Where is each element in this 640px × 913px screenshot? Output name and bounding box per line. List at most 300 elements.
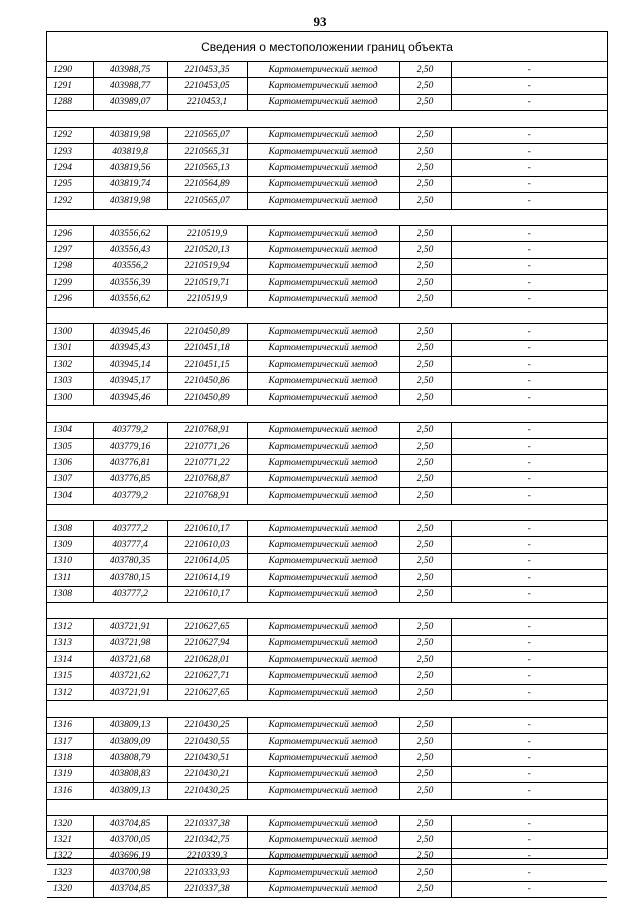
accuracy-cell: 2,50 xyxy=(399,734,451,750)
method-cell: Картометрический метод xyxy=(247,225,399,241)
table-row xyxy=(47,717,607,733)
accuracy-cell: 2,50 xyxy=(399,586,451,602)
accuracy-cell: 2,50 xyxy=(399,160,451,176)
group-separator-row xyxy=(47,504,607,520)
x-coordinate-cell: 403704,85 xyxy=(93,815,167,831)
point-number-cell: 1316 xyxy=(47,717,93,733)
table-row xyxy=(47,652,607,668)
y-coordinate-cell: 2210430,25 xyxy=(167,717,247,733)
method-cell: Картометрический метод xyxy=(247,783,399,799)
note-cell: - xyxy=(451,520,607,536)
point-number-cell: 1300 xyxy=(47,324,93,340)
note-cell: - xyxy=(451,586,607,602)
y-coordinate-cell: 2210450,89 xyxy=(167,324,247,340)
table-row xyxy=(47,225,607,241)
x-coordinate-cell: 403988,75 xyxy=(93,62,167,78)
note-cell: - xyxy=(451,783,607,799)
point-number-cell: 1310 xyxy=(47,553,93,569)
note-cell: - xyxy=(451,389,607,405)
point-number-cell: 1292 xyxy=(47,127,93,143)
note-cell: - xyxy=(451,832,607,848)
point-number-cell: 1291 xyxy=(47,78,93,94)
accuracy-cell: 2,50 xyxy=(399,242,451,258)
table-row xyxy=(47,160,607,176)
table-row xyxy=(47,570,607,586)
boundary-table-frame xyxy=(46,31,608,895)
y-coordinate-cell: 2210450,89 xyxy=(167,389,247,405)
y-coordinate-cell: 2210614,05 xyxy=(167,553,247,569)
method-cell: Картометрический метод xyxy=(247,652,399,668)
y-coordinate-cell: 2210519,94 xyxy=(167,258,247,274)
note-cell: - xyxy=(451,176,607,192)
note-cell: - xyxy=(451,160,607,176)
note-cell: - xyxy=(451,242,607,258)
method-cell: Картометрический метод xyxy=(247,258,399,274)
accuracy-cell: 2,50 xyxy=(399,455,451,471)
method-cell: Картометрический метод xyxy=(247,766,399,782)
accuracy-cell: 2,50 xyxy=(399,783,451,799)
note-cell: - xyxy=(451,865,607,881)
method-cell: Картометрический метод xyxy=(247,832,399,848)
accuracy-cell: 2,50 xyxy=(399,652,451,668)
accuracy-cell: 2,50 xyxy=(399,520,451,536)
accuracy-cell: 2,50 xyxy=(399,94,451,110)
x-coordinate-cell: 403809,09 xyxy=(93,734,167,750)
y-coordinate-cell: 2210768,91 xyxy=(167,422,247,438)
note-cell: - xyxy=(451,422,607,438)
table-row xyxy=(47,357,607,373)
point-number-cell: 1296 xyxy=(47,291,93,307)
y-coordinate-cell: 2210520,13 xyxy=(167,242,247,258)
y-coordinate-cell: 2210519,9 xyxy=(167,291,247,307)
table-row xyxy=(47,258,607,274)
method-cell: Картометрический метод xyxy=(247,62,399,78)
method-cell: Картометрический метод xyxy=(247,881,399,897)
x-coordinate-cell: 403777,4 xyxy=(93,537,167,553)
table-row xyxy=(47,389,607,405)
point-number-cell: 1297 xyxy=(47,242,93,258)
method-cell: Картометрический метод xyxy=(247,176,399,192)
x-coordinate-cell: 403808,83 xyxy=(93,766,167,782)
method-cell: Картометрический метод xyxy=(247,127,399,143)
method-cell: Картометрический метод xyxy=(247,734,399,750)
note-cell: - xyxy=(451,537,607,553)
group-separator-row xyxy=(47,799,607,815)
table-row xyxy=(47,324,607,340)
y-coordinate-cell: 2210614,19 xyxy=(167,570,247,586)
point-number-cell: 1293 xyxy=(47,143,93,159)
x-coordinate-cell: 403556,2 xyxy=(93,258,167,274)
point-number-cell: 1299 xyxy=(47,275,93,291)
accuracy-cell: 2,50 xyxy=(399,143,451,159)
x-coordinate-cell: 403819,8 xyxy=(93,143,167,159)
y-coordinate-cell: 2210610,17 xyxy=(167,520,247,536)
x-coordinate-cell: 403721,91 xyxy=(93,619,167,635)
y-coordinate-cell: 2210564,89 xyxy=(167,176,247,192)
table-row xyxy=(47,766,607,782)
accuracy-cell: 2,50 xyxy=(399,291,451,307)
note-cell: - xyxy=(451,668,607,684)
x-coordinate-cell: 403721,91 xyxy=(93,684,167,700)
x-coordinate-cell: 403776,81 xyxy=(93,455,167,471)
note-cell: - xyxy=(451,619,607,635)
group-separator-cell xyxy=(47,209,607,225)
x-coordinate-cell: 403819,98 xyxy=(93,127,167,143)
point-number-cell: 1315 xyxy=(47,668,93,684)
table-row xyxy=(47,94,607,110)
table-row xyxy=(47,783,607,799)
x-coordinate-cell: 403988,77 xyxy=(93,78,167,94)
method-cell: Картометрический метод xyxy=(247,389,399,405)
x-coordinate-cell: 403779,2 xyxy=(93,488,167,504)
x-coordinate-cell: 403945,43 xyxy=(93,340,167,356)
x-coordinate-cell: 403945,17 xyxy=(93,373,167,389)
x-coordinate-cell: 403776,85 xyxy=(93,471,167,487)
table-row xyxy=(47,127,607,143)
y-coordinate-cell: 2210339,3 xyxy=(167,848,247,864)
accuracy-cell: 2,50 xyxy=(399,340,451,356)
point-number-cell: 1318 xyxy=(47,750,93,766)
point-number-cell: 1295 xyxy=(47,176,93,192)
x-coordinate-cell: 403721,98 xyxy=(93,635,167,651)
accuracy-cell: 2,50 xyxy=(399,389,451,405)
accuracy-cell: 2,50 xyxy=(399,619,451,635)
x-coordinate-cell: 403721,68 xyxy=(93,652,167,668)
y-coordinate-cell: 2210453,1 xyxy=(167,94,247,110)
y-coordinate-cell: 2210430,21 xyxy=(167,766,247,782)
table-row xyxy=(47,881,607,897)
y-coordinate-cell: 2210430,25 xyxy=(167,783,247,799)
table-row xyxy=(47,750,607,766)
note-cell: - xyxy=(451,455,607,471)
table-row xyxy=(47,865,607,881)
method-cell: Картометрический метод xyxy=(247,570,399,586)
table-row xyxy=(47,438,607,454)
y-coordinate-cell: 2210768,91 xyxy=(167,488,247,504)
method-cell: Картометрический метод xyxy=(247,537,399,553)
table-row xyxy=(47,520,607,536)
accuracy-cell: 2,50 xyxy=(399,537,451,553)
accuracy-cell: 2,50 xyxy=(399,553,451,569)
x-coordinate-cell: 403780,15 xyxy=(93,570,167,586)
method-cell: Картометрический метод xyxy=(247,471,399,487)
accuracy-cell: 2,50 xyxy=(399,635,451,651)
accuracy-cell: 2,50 xyxy=(399,750,451,766)
y-coordinate-cell: 2210333,93 xyxy=(167,865,247,881)
method-cell: Картометрический метод xyxy=(247,357,399,373)
y-coordinate-cell: 2210771,22 xyxy=(167,455,247,471)
table-row xyxy=(47,832,607,848)
note-cell: - xyxy=(451,438,607,454)
point-number-cell: 1296 xyxy=(47,225,93,241)
method-cell: Картометрический метод xyxy=(247,78,399,94)
accuracy-cell: 2,50 xyxy=(399,78,451,94)
table-row xyxy=(47,422,607,438)
point-number-cell: 1290 xyxy=(47,62,93,78)
note-cell: - xyxy=(451,258,607,274)
x-coordinate-cell: 403819,98 xyxy=(93,193,167,209)
group-separator-cell xyxy=(47,406,607,422)
method-cell: Картометрический метод xyxy=(247,553,399,569)
accuracy-cell: 2,50 xyxy=(399,488,451,504)
accuracy-cell: 2,50 xyxy=(399,225,451,241)
table-row xyxy=(47,143,607,159)
accuracy-cell: 2,50 xyxy=(399,176,451,192)
y-coordinate-cell: 2210519,71 xyxy=(167,275,247,291)
table-row xyxy=(47,455,607,471)
method-cell: Картометрический метод xyxy=(247,815,399,831)
method-cell: Картометрический метод xyxy=(247,619,399,635)
y-coordinate-cell: 2210565,07 xyxy=(167,127,247,143)
x-coordinate-cell: 403556,39 xyxy=(93,275,167,291)
accuracy-cell: 2,50 xyxy=(399,357,451,373)
y-coordinate-cell: 2210627,71 xyxy=(167,668,247,684)
accuracy-cell: 2,50 xyxy=(399,865,451,881)
note-cell: - xyxy=(451,766,607,782)
note-cell: - xyxy=(451,815,607,831)
point-number-cell: 1320 xyxy=(47,881,93,897)
coordinates-table xyxy=(47,62,607,913)
note-cell: - xyxy=(451,291,607,307)
table-row xyxy=(47,619,607,635)
table-row xyxy=(47,848,607,864)
note-cell: - xyxy=(451,357,607,373)
method-cell: Картометрический метод xyxy=(247,373,399,389)
table-row xyxy=(47,553,607,569)
point-number-cell: 1308 xyxy=(47,586,93,602)
y-coordinate-cell: 2210610,03 xyxy=(167,537,247,553)
trailing-empty-row xyxy=(47,897,607,913)
method-cell: Картометрический метод xyxy=(247,455,399,471)
x-coordinate-cell: 403819,56 xyxy=(93,160,167,176)
group-separator-cell xyxy=(47,504,607,520)
note-cell: - xyxy=(451,225,607,241)
x-coordinate-cell: 403777,2 xyxy=(93,586,167,602)
table-row xyxy=(47,193,607,209)
accuracy-cell: 2,50 xyxy=(399,127,451,143)
method-cell: Картометрический метод xyxy=(247,160,399,176)
point-number-cell: 1306 xyxy=(47,455,93,471)
y-coordinate-cell: 2210610,17 xyxy=(167,586,247,602)
accuracy-cell: 2,50 xyxy=(399,766,451,782)
y-coordinate-cell: 2210337,38 xyxy=(167,881,247,897)
accuracy-cell: 2,50 xyxy=(399,881,451,897)
table-row xyxy=(47,734,607,750)
y-coordinate-cell: 2210453,35 xyxy=(167,62,247,78)
y-coordinate-cell: 2210768,87 xyxy=(167,471,247,487)
accuracy-cell: 2,50 xyxy=(399,471,451,487)
note-cell: - xyxy=(451,750,607,766)
accuracy-cell: 2,50 xyxy=(399,668,451,684)
method-cell: Картометрический метод xyxy=(247,291,399,307)
point-number-cell: 1309 xyxy=(47,537,93,553)
method-cell: Картометрический метод xyxy=(247,242,399,258)
table-row xyxy=(47,488,607,504)
group-separator-row xyxy=(47,111,607,127)
y-coordinate-cell: 2210628,01 xyxy=(167,652,247,668)
x-coordinate-cell: 403780,35 xyxy=(93,553,167,569)
page-number: 93 xyxy=(313,14,327,29)
method-cell: Картометрический метод xyxy=(247,668,399,684)
method-cell: Картометрический метод xyxy=(247,684,399,700)
note-cell: - xyxy=(451,193,607,209)
method-cell: Картометрический метод xyxy=(247,438,399,454)
method-cell: Картометрический метод xyxy=(247,422,399,438)
point-number-cell: 1305 xyxy=(47,438,93,454)
group-separator-row xyxy=(47,701,607,717)
note-cell: - xyxy=(451,553,607,569)
table-row xyxy=(47,291,607,307)
x-coordinate-cell: 403945,46 xyxy=(93,324,167,340)
group-separator-row xyxy=(47,602,607,618)
method-cell: Картометрический метод xyxy=(247,865,399,881)
group-separator-cell xyxy=(47,111,607,127)
x-coordinate-cell: 403779,16 xyxy=(93,438,167,454)
accuracy-cell: 2,50 xyxy=(399,438,451,454)
table-row xyxy=(47,635,607,651)
point-number-cell: 1294 xyxy=(47,160,93,176)
y-coordinate-cell: 2210519,9 xyxy=(167,225,247,241)
y-coordinate-cell: 2210565,13 xyxy=(167,160,247,176)
method-cell: Картометрический метод xyxy=(247,586,399,602)
point-number-cell: 1288 xyxy=(47,94,93,110)
group-separator-row xyxy=(47,209,607,225)
y-coordinate-cell: 2210337,38 xyxy=(167,815,247,831)
note-cell: - xyxy=(451,488,607,504)
table-row xyxy=(47,668,607,684)
x-coordinate-cell: 403809,13 xyxy=(93,717,167,733)
table-row xyxy=(47,586,607,602)
x-coordinate-cell: 403704,85 xyxy=(93,881,167,897)
table-row xyxy=(47,537,607,553)
note-cell: - xyxy=(451,94,607,110)
group-separator-row xyxy=(47,307,607,323)
table-row xyxy=(47,242,607,258)
note-cell: - xyxy=(451,78,607,94)
note-cell: - xyxy=(451,570,607,586)
point-number-cell: 1292 xyxy=(47,193,93,209)
y-coordinate-cell: 2210430,55 xyxy=(167,734,247,750)
x-coordinate-cell: 403819,74 xyxy=(93,176,167,192)
accuracy-cell: 2,50 xyxy=(399,324,451,340)
x-coordinate-cell: 403556,43 xyxy=(93,242,167,258)
method-cell: Картометрический метод xyxy=(247,488,399,504)
note-cell: - xyxy=(451,62,607,78)
accuracy-cell: 2,50 xyxy=(399,62,451,78)
trailing-empty-cell xyxy=(47,897,607,913)
note-cell: - xyxy=(451,717,607,733)
y-coordinate-cell: 2210342,75 xyxy=(167,832,247,848)
accuracy-cell: 2,50 xyxy=(399,815,451,831)
point-number-cell: 1312 xyxy=(47,619,93,635)
note-cell: - xyxy=(451,684,607,700)
accuracy-cell: 2,50 xyxy=(399,848,451,864)
y-coordinate-cell: 2210453,05 xyxy=(167,78,247,94)
table-header-title: Сведения о местоположении границ объекта xyxy=(47,32,607,62)
method-cell: Картометрический метод xyxy=(247,275,399,291)
accuracy-cell: 2,50 xyxy=(399,717,451,733)
note-cell: - xyxy=(451,652,607,668)
point-number-cell: 1314 xyxy=(47,652,93,668)
y-coordinate-cell: 2210565,07 xyxy=(167,193,247,209)
note-cell: - xyxy=(451,881,607,897)
point-number-cell: 1301 xyxy=(47,340,93,356)
note-cell: - xyxy=(451,635,607,651)
point-number-cell: 1320 xyxy=(47,815,93,831)
y-coordinate-cell: 2210451,18 xyxy=(167,340,247,356)
point-number-cell: 1317 xyxy=(47,734,93,750)
point-number-cell: 1303 xyxy=(47,373,93,389)
accuracy-cell: 2,50 xyxy=(399,275,451,291)
accuracy-cell: 2,50 xyxy=(399,832,451,848)
x-coordinate-cell: 403989,07 xyxy=(93,94,167,110)
coordinates-table-body xyxy=(47,62,607,913)
group-separator-cell xyxy=(47,307,607,323)
x-coordinate-cell: 403700,98 xyxy=(93,865,167,881)
x-coordinate-cell: 403809,13 xyxy=(93,783,167,799)
x-coordinate-cell: 403556,62 xyxy=(93,291,167,307)
accuracy-cell: 2,50 xyxy=(399,373,451,389)
method-cell: Картометрический метод xyxy=(247,520,399,536)
point-number-cell: 1321 xyxy=(47,832,93,848)
accuracy-cell: 2,50 xyxy=(399,684,451,700)
point-number-cell: 1319 xyxy=(47,766,93,782)
y-coordinate-cell: 2210450,86 xyxy=(167,373,247,389)
table-row xyxy=(47,684,607,700)
x-coordinate-cell: 403779,2 xyxy=(93,422,167,438)
table-row xyxy=(47,340,607,356)
point-number-cell: 1316 xyxy=(47,783,93,799)
x-coordinate-cell: 403556,62 xyxy=(93,225,167,241)
point-number-cell: 1323 xyxy=(47,865,93,881)
note-cell: - xyxy=(451,275,607,291)
point-number-cell: 1322 xyxy=(47,848,93,864)
point-number-cell: 1304 xyxy=(47,488,93,504)
point-number-cell: 1311 xyxy=(47,570,93,586)
accuracy-cell: 2,50 xyxy=(399,258,451,274)
group-separator-cell xyxy=(47,799,607,815)
method-cell: Картометрический метод xyxy=(247,340,399,356)
x-coordinate-cell: 403696,19 xyxy=(93,848,167,864)
point-number-cell: 1298 xyxy=(47,258,93,274)
method-cell: Картометрический метод xyxy=(247,848,399,864)
point-number-cell: 1313 xyxy=(47,635,93,651)
note-cell: - xyxy=(451,143,607,159)
method-cell: Картометрический метод xyxy=(247,635,399,651)
table-row xyxy=(47,275,607,291)
accuracy-cell: 2,50 xyxy=(399,570,451,586)
table-row xyxy=(47,176,607,192)
group-separator-row xyxy=(47,406,607,422)
point-number-cell: 1307 xyxy=(47,471,93,487)
note-cell: - xyxy=(451,848,607,864)
point-number-cell: 1308 xyxy=(47,520,93,536)
x-coordinate-cell: 403945,46 xyxy=(93,389,167,405)
point-number-cell: 1312 xyxy=(47,684,93,700)
x-coordinate-cell: 403721,62 xyxy=(93,668,167,684)
method-cell: Картометрический метод xyxy=(247,717,399,733)
x-coordinate-cell: 403700,05 xyxy=(93,832,167,848)
point-number-cell: 1302 xyxy=(47,357,93,373)
method-cell: Картометрический метод xyxy=(247,193,399,209)
group-separator-cell xyxy=(47,701,607,717)
table-row xyxy=(47,815,607,831)
note-cell: - xyxy=(451,373,607,389)
table-row xyxy=(47,78,607,94)
note-cell: - xyxy=(451,127,607,143)
point-number-cell: 1300 xyxy=(47,389,93,405)
note-cell: - xyxy=(451,734,607,750)
